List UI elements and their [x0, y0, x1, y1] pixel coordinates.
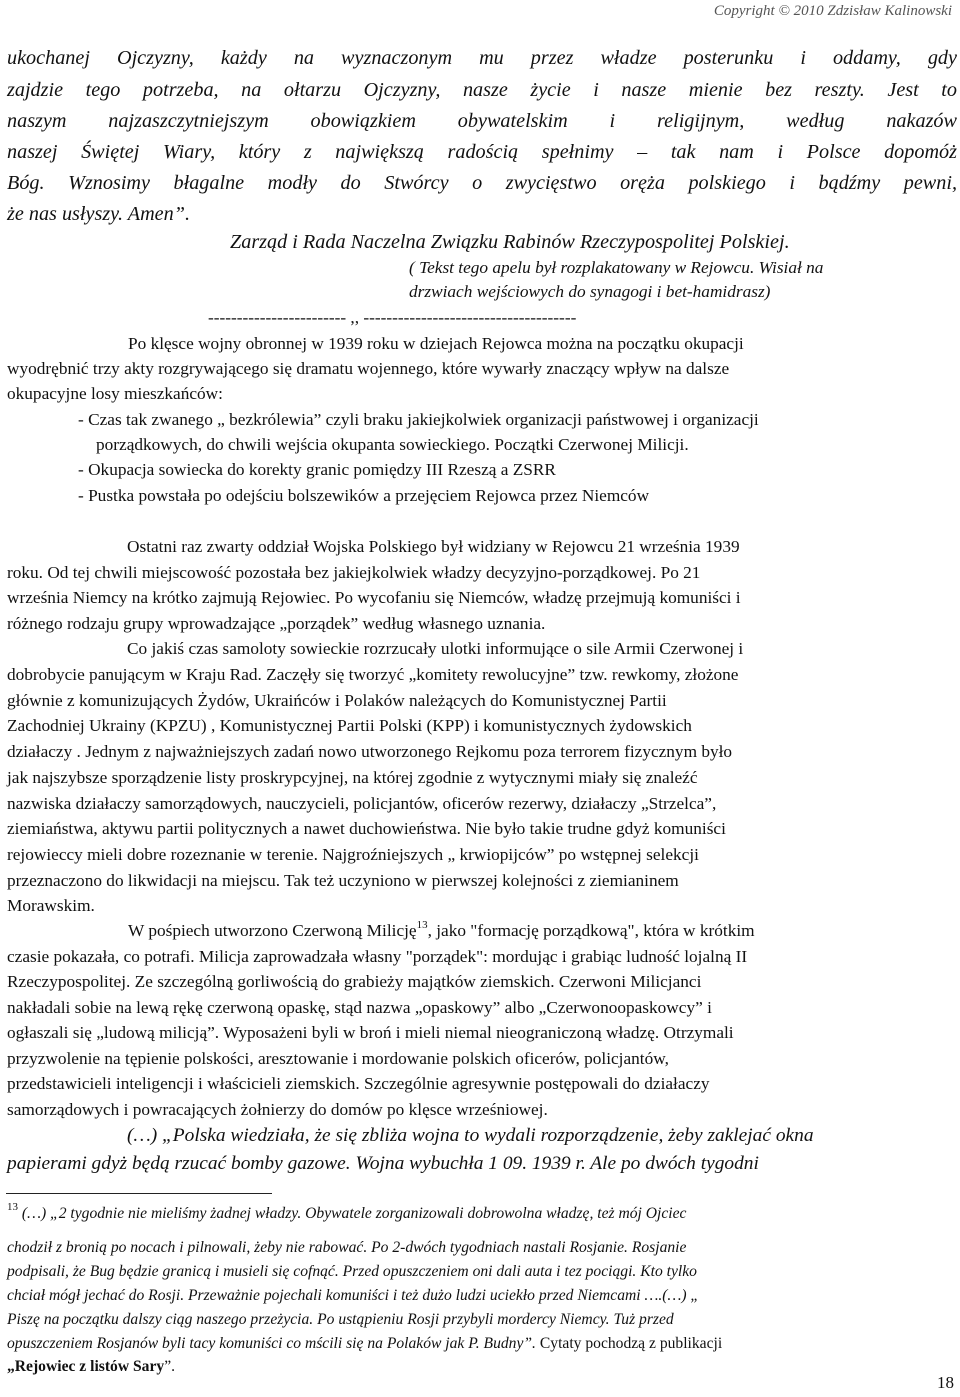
body-line: Ostatni raz zwarty oddział Wojska Polskiego był widziany w Rejowcu 21 września 1939 [127, 537, 740, 556]
footnote-line [7, 1201, 687, 1222]
body-line: Zachodniej Ukrainy (KPZU) , Komunistycznej Partii Polski (KPP) i komunistycznych żydowskich [7, 716, 692, 735]
list-item: - Czas tak zwanego „ bezkrólewia” czyli braku jakiejkolwiek organizacji państwowej i organizacji [78, 410, 759, 429]
appeal-note: ( Tekst tego apelu był rozplakatowany w Rejowcu. Wisiał na [409, 258, 824, 277]
appeal-line: naszej Świętej Wiary, który z największą radością spełnimy – tak nam i Polsce dopomóż [7, 141, 957, 163]
body-line: dobrobycie panującym w Kraju Rad. Zaczęły się tworzyć „komitety rewolucyjne” tzw. rewkomy, złożone [7, 665, 739, 684]
footnote-line: Piszę na początku dalszy ciąg naszego przeżycia. Po ustąpieniu Rosji przybyli mordercy Niemcy. Tuż przed [7, 1311, 674, 1328]
appeal-line: Bóg. Wznosimy błagalne modły do Stwórcy o zwycięstwo oręża polskiego i bądźmy pewni, [7, 172, 957, 194]
footnote-text: Cytaty pochodzą z publikacji [535, 1335, 723, 1352]
separator-dashes: ------------------------ ,, ------------------------------------- [208, 308, 577, 327]
footnote-source [7, 1359, 175, 1375]
appeal-line: ukochanej Ojczyzny, każdy na wyznaczonym mu przez władze posterunku i oddamy, gdy [7, 47, 957, 69]
body-text: , jako "formację porządkową", która w krótkim [427, 921, 755, 940]
body-line: nazwiska działaczy samorządowych, nauczycieli, policjantów, oficerów rezerwy, działaczy „Strzelca”, [7, 794, 717, 813]
appeal-signature: Zarząd i Rada Naczelna Związku Rabinów Rzeczypospolitej Polskiej. [230, 231, 790, 253]
footnote-text: (…) „2 tygodnie nie mieliśmy żadnej władzy. Obywatele zorganizowali dobrowolna władzę, też mój Ojciec [18, 1205, 687, 1222]
body-line: rejowieccy mieli dobre rozeznanie w terenie. Najgroźniejszych „ krwiopijców” po wstępnej selekcji [7, 845, 699, 864]
quote-line: (…) „Polska wiedziała, że się zbliża wojna to wydali rozporządzenie, żeby zaklejać okna [127, 1125, 814, 1146]
footnote-reference[interactable]: 13 [416, 919, 428, 931]
footnote-source-title: „Rejowiec z listów Sary [7, 1358, 165, 1375]
footnote-text: opuszczeniem Rosjanów byli tacy komuniści co mścili się na Polaków jak P. Budny”. [7, 1335, 536, 1352]
appeal-line: że nas usłyszy. Amen”. [7, 203, 190, 225]
appeal-note: drzwiach wejściowych do synagogi i bet-hamidrasz) [409, 282, 771, 301]
body-line: jak najszybsze sporządzenie listy proskrypcyjnej, na której zgodnie z wytycznymi miały się znaleźć [7, 768, 698, 787]
quote-line: papierami gdyż będą rzucać bomby gazowe. Wojna wybuchła 1 09. 1939 r. Ale po dwóch tygodni [7, 1153, 759, 1174]
body-line: samorządowych i powracających żołnierzy do domów po klęsce wrześniowej. [7, 1100, 548, 1119]
body-line [128, 919, 755, 940]
body-line: Morawskim. [7, 896, 95, 915]
body-line: głównie z komunizujących Żydów, Ukraińców i Polaków należących do Komunistycznej Partii [7, 691, 667, 710]
intro-line: wyodrębnić trzy akty rozgrywającego się dramatu wojennego, które wywarły znaczący wpływ na dalsze [7, 359, 730, 378]
body-line: Rzeczypospolitej. Ze szczególną gorliwością do grabieży majątków ziemskich. Czerwoni Milicjanci [7, 972, 702, 991]
footnote-number: 13 [7, 1201, 18, 1213]
list-item: - Pustka powstała po odejściu bolszewików a przejęciem Rejowca przez Niemców [78, 486, 650, 505]
body-text: W pośpiech utworzono Czerwoną Milicję [128, 921, 417, 940]
footnote-line: chodził z bronią po nocach i pilnowali, żeby nie rabować. Po 2-dwóch tygodniach nastali Rosjanie. Rosjanie [7, 1239, 687, 1256]
body-line: różnego rodzaju grupy wprowadzające „porządek” według własnego uznania. [7, 614, 546, 633]
body-line: działaczy . Jednym z najważniejszych zadań nowo utworzonego Rejkomu poza terrorem fizycznym było [7, 742, 733, 761]
list-item: porządkowych, do chwili wejścia okupanta sowieckiego. Początki Czerwonej Milicji. [96, 435, 689, 454]
body-line: przyzwolenie na tępienie polskości, aresztowanie i mordowanie polskich oficerów, policjantów, [7, 1049, 669, 1068]
body-line: ziemiaństwa, aktywu partii politycznych a nawet duchowieństwa. Nie było takie trudne gdyż komuniści [7, 819, 726, 838]
footnote-line [7, 1336, 722, 1352]
body-line: roku. Od tej chwili miejscowość pozostała bez jakiejkolwiek władzy decyzyjno-porządkowej. Po 21 [7, 563, 701, 582]
intro-line: Po klęsce wojny obronnej w 1939 roku w dziejach Rejowca można na początku okupacji [128, 334, 744, 353]
footnote-line: chciał mógł jechać do Rosji. Przeważnie pojechali komuniści i też dużo ludzi uciekło przed Niemcami ….(…) „ [7, 1287, 700, 1304]
body-line: września Niemcy na krótko zajmują Rejowiec. Po wycofaniu się Niemców, władzę przejmują komuniści i [7, 588, 741, 607]
body-line: Co jakiś czas samoloty sowieckie rozrzucały ulotki informujące o sile Armii Czerwonej i [127, 639, 744, 658]
intro-line: okupacyjne losy mieszkańców: [7, 384, 223, 403]
body-line: nakładali sobie na lewą rękę czerwoną opaskę, stąd nazwa „opaskowy” albo „Czerwonoopaskowcy” i [7, 998, 712, 1017]
appeal-line: naszym najzaszczytniejszym obowiązkiem obywatelskim i religijnym, według nakazów [7, 110, 957, 132]
body-line: czasie pokazała, co potrafi. Milicja zaprowadzała własny "porządek": mordując i grabiąc ludność lojalną II [7, 947, 748, 966]
footnote-line: podpisali, że Bug będzie granicą i musieli się cofnąć. Przed opuszczeniem oni dali auta i tez pociągi. Kto tylko [7, 1263, 697, 1280]
body-line: przedstawicieli inteligencji i właścicieli ziemskich. Szczególnie agresywnie postępowali do działaczy [7, 1074, 710, 1093]
page-number: 18 [937, 1373, 954, 1392]
copyright-notice: Copyright © 2010 Zdzisław Kalinowski [713, 3, 952, 19]
body-line: przeznaczono do likwidacji na miejscu. Tak też uczyniono w pierwszej kolejności z ziemianinem [7, 871, 679, 890]
list-item: - Okupacja sowiecka do korekty granic pomiędzy III Rzeszą a ZSRR [78, 460, 556, 479]
appeal-line: zajdzie tego potrzeba, na ołtarzu Ojczyzny, nasze życie i nasze mienie bez reszty. Jest to [7, 79, 957, 101]
footnote-source-end: ”. [164, 1358, 176, 1375]
body-line: ogłaszali się „ludową milicją”. Wyposażeni byli w broń i mieli niemal nieograniczoną władzę. Otrzymali [7, 1023, 734, 1042]
footnote-separator [6, 1193, 272, 1194]
